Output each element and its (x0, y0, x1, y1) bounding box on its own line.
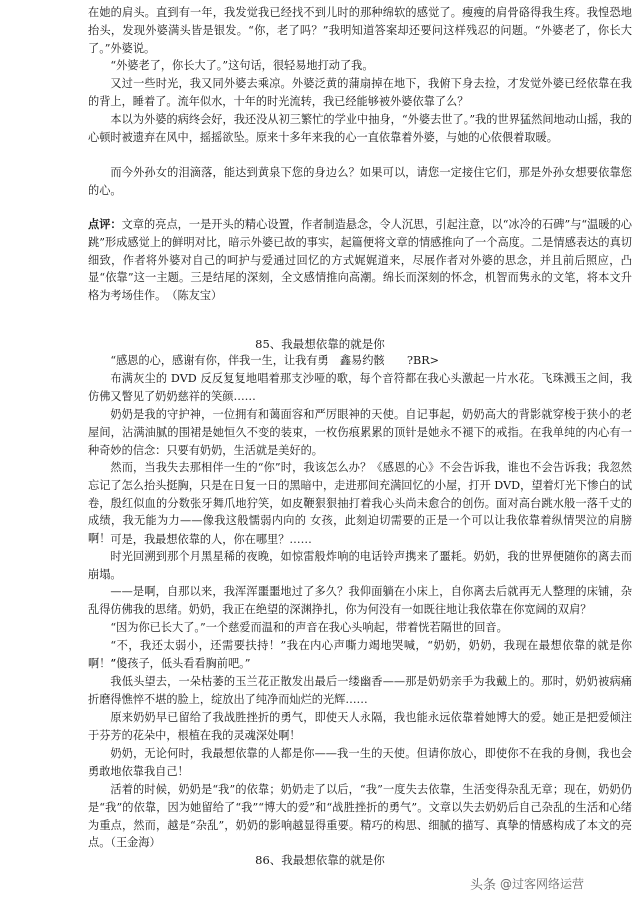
s85-paragraph-10: “傻孩子，低头看看胸前吧。” (110, 657, 251, 670)
s85-paragraph-6: 时光回溯到那个月黑星稀的夜晚，如惊雷般炸响的电话铃声携来了噩耗。奶奶，我的世界便随你的离去而崩塌。 (88, 550, 632, 581)
watermark-logo (470, 872, 630, 894)
s85-paragraph-2: 布满灰尘的 DVD 反反复复地唱着那支沙哑的歌，每个音符都在我心头激起一片水花。飞珠溅玉之间，我仿佛又瞥见了奶奶慈祥的笑颜…… (88, 372, 632, 403)
s85-paragraph-4: 然而，当我失去那相伴一生的“你”时，我该怎么办？《感恩的心》不会告诉我，谁也不会告诉我；我忽然忘记了怎么抬头挺胸，只是在日复一日的黑暗中，走进那间充满回忆的小屋，打开 DVD，望着灯光下惨白的试卷，殷红似血的分数张牙舞爪地狞笑，如皮鞭狠狠抽打着我心头尚未愈合的创伤。面对高台跳水般一落千丈的成绩，我无能为力——像我这般懦弱内向的 女孩，此刻迫切需要的正是一个可以让我依靠着纵情哭泣的肩膀啊！ (88, 461, 633, 546)
paragraph-top-3: 又过一些时光，我又同外婆去乘凉。外婆泛黄的蒲扇掉在地下，我俯下身去捡，才发觉外婆已经依靠在我的背上，睡着了。流年似水，十年的时光流转，我已经能够被外婆依靠了么？ (88, 77, 632, 108)
paragraph-top-2: “外婆老了，你长大了。”这句话，很轻易地打动了我。 (110, 59, 374, 72)
s85-paragraph-14: 活着的时候，奶奶是“我”的依靠；奶奶走了以后，“我”一度失去依靠，生活变得杂乱无章；现在，奶奶仍是“我”的依靠，因为她留给了“我”“博大的爱”和“战胜挫折的勇气”。文章以失去奶奶后自己杂乱的生活和心绪为重点，然而，越是“杂乱”，奶奶的影响越显得重要。精巧的构思、细腻的描写、真挚的情感构成了本文的亮点。（王金海） (88, 783, 632, 850)
paragraph-top-1: 在她的肩头。直到有一年，我发觉我已经找不到儿时的那种绵软的感觉了。瘦瘦的肩骨硌得我生疼。我惶恐地抬头，发现外婆满头皆是银发。“你，老了吗？”我明知道答案却还要问这样残忍的问题。“外婆老了，你长大了。”外婆说。 (88, 6, 632, 55)
section-85-title: 85、我最想依靠的就是你 (255, 337, 385, 351)
s85-paragraph-12: 原来奶奶早已留给了我战胜挫折的勇气，即使天人永隔，我也能永远依靠着她博大的爱。她正是把爱倾注于芬芳的花朵中，根植在我的灵魂深处啊！ (88, 711, 632, 742)
s85-paragraph-5: 可是，我最想依靠的人，你在哪里？…… (110, 533, 312, 546)
s85-paragraph-9: “不，我还太弱小，还需要扶持！”我在内心声嘶力竭地哭喊，“奶奶，奶奶，我现在最想依靠的就是你啊！” (88, 639, 632, 670)
s85-paragraph-1: “感恩的心，感谢有你，伴我一生，让我有勇 鑫易约骸 ?BR> (110, 354, 440, 367)
s85-paragraph-7: ——是啊，自那以来，我浑浑噩噩地过了多久？我仰面躺在小床上，自你离去后就再无人整理的床铺，杂乱得仿佛我的思绪。奶奶，我正在绝望的深渊挣扎，你为何没有一如既往地让我依靠在你宽阔的双肩？ (88, 585, 632, 616)
s85-paragraph-11: 我低头望去，一朵枯萎的玉兰花正散发出最后一缕幽香——那是奶奶亲手为我戴上的。那时，奶奶被病痛折磨得憔悴不堪的脸上，绽放出了纯净而灿烂的光辉…… (88, 675, 632, 706)
s85-paragraph-3: 奶奶是我的守护神，一位拥有和蔼面容和严厉眼神的天使。自记事起，奶奶高大的背影就穿梭于狭小的老屋间，沾满油腻的围裙是她恒久不变的装束，一枚伤痕累累的顶针是她永不褪下的戒指。在我单纯的内心有一种奇妙的信念：只要有奶奶，生活就是美好的。 (88, 408, 632, 457)
comment-label: 点评： (88, 217, 122, 231)
paragraph-top-4: 本以为外婆的病终会好，我还没从初三繁忙的学业中抽身，“外婆去世了。”我的世界猛然间地动山摇，我的心顿时被遗弃在风中，摇摇欲坠。原来十多年来我的心一直依靠着外婆，与她的心依偎着取暖。 (88, 113, 632, 144)
s85-paragraph-13: 奶奶，无论何时，我最想依靠的人都是你——我一生的天使。但请你放心，即使你不在我的身侧，我也会勇敢地依靠我自己！ (88, 747, 632, 778)
paragraph-top-5: 而今外孙女的泪滴落，能达到黄泉下您的身边么？如果可以，请您一定接住它们，那是外孙女想要依靠您的心。 (88, 166, 632, 197)
comment-text: 文章的亮点，一是开头的精心设置，作者制造悬念，令人沉思，引起注意，以“冰冷的石碑”与“温暖的心跳”形成感觉上的鲜明对比，暗示外婆已故的事实，起篇便将文章的情感推向了一个高度。二是情感表达的真切细致，作者将外婆对自己的呵护与爱通过回忆的方式娓娓道来，尽展作者对外婆的思念，并且前后照应，凸显“依靠”这一主题。三是结尾的深刻，全文感情推向高潮。绵长而深刻的怀念，机智而隽永的文笔，将本文升格为考场佳作。 （陈友宝） (88, 218, 632, 303)
comment-paragraph (88, 216, 632, 305)
s85-paragraph-8: “因为你已长大了。”一个慈爱而温和的声音在我心头响起，带着恍若隔世的回音。 (110, 621, 508, 634)
watermark-account: @过客网络运营 (500, 876, 585, 891)
watermark-source: 头条 (470, 877, 497, 893)
section-86-title: 86、我最想依靠的就是你 (255, 853, 385, 867)
